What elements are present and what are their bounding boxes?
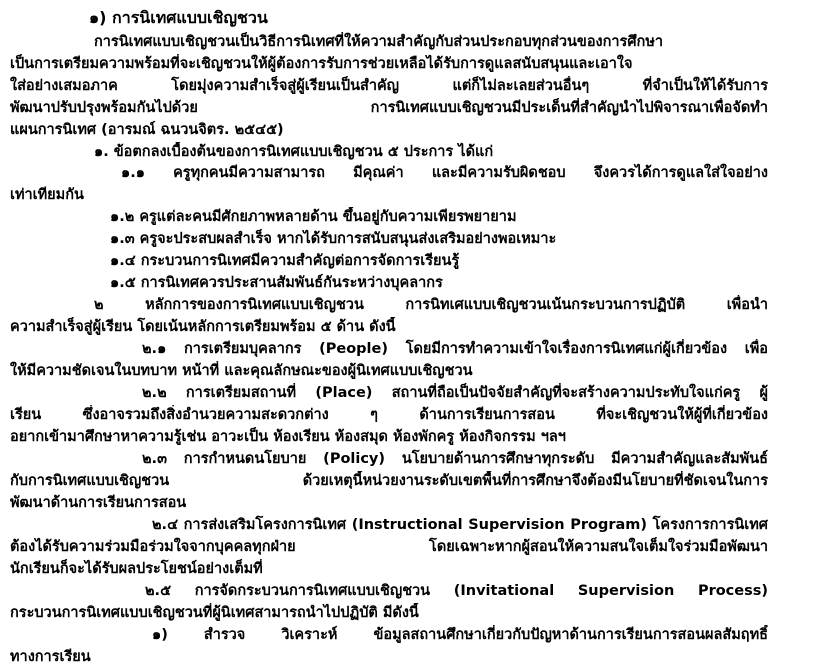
list-item-continuation: กับการนิเทศแบบเชิญชวน ด้วยเหตุนี้หน่วยงานระดับเขตพื้นที่การศึกษาจึงต้องมีนโยบายที่ชัดเจนในการ [10,473,768,489]
list-item: ๒.๓ การกำหนดนโยบาย (Policy) นโยบายด้านการศึกษาทุกระดับ มีความสำคัญและสัมพันธ์ [142,451,768,467]
list-item: ๒.๔ การส่งเสริมโครงการนิเทศ (Instructional Supervision Program) โครงการการนิเทศ [152,517,768,533]
list-item-continuation: ต้องได้รับความร่วมมือร่วมใจจากบุคคลทุกฝ่าย โดยเฉพาะหากผู้สอนให้ความสนใจเต็มใจร่วมมือพัฒนา [10,539,768,555]
list-item-continuation: ให้มีความชัดเจนในบทบาท หน้าที่ และคุณลักษณะของผู้นิเทศแบบเชิญชวน [10,363,473,379]
list-item: ๒.๒ การเตรียมสถานที่ (Place) สถานที่ถือเป็นปัจจัยสำคัญที่จะสร้างความประทับใจแก่ครู ผู้ [142,385,768,401]
sub-list-item-continuation: ทางการเรียน [10,649,91,665]
section-heading: ๑) การนิเทศแบบเชิญชวน [89,8,268,27]
list-item-continuation: อยากเข้ามาศึกษาหาความรู้เช่น อาวะเป็น ห้องเรียน ห้องสมุด ห้องพักครู ห้องกิจกรรม ฯลฯ [10,429,566,445]
list-item: ๑.๓ ครูจะประสบผลสำเร็จ หากได้รับการสนับสนุนส่งเสริมอย่างพอเหมาะ [110,231,557,247]
list-item: ๑.๕ การนิเทศควรประสานสัมพันธ์กันระหว่างบุคลากร [110,275,443,291]
list-item: ๑.๑ ครูทุกคนมีความสามารถ มีคุณค่า และมีความรับผิดชอบ จึงควรได้การดูแลใส่ใจอย่าง [121,165,768,181]
paragraph-line: เป็นการเตรียมความพร้อมที่จะเชิญชวนให้ผู้ต้องการรับการช่วยเหลือได้รับการดูแลสนับสนุนและเอาใจ [10,56,633,72]
list-item-continuation: พัฒนาด้านการเรียนการสอน [10,495,187,511]
list-heading: ๑. ข้อตกลงเบื้องต้นของการนิเทศแบบเชิญชวน ๕ ประการ ได้แก่ [94,144,494,160]
sub-list-item: ๑) สำรวจ วิเคราะห์ ข้อมูลสถานศึกษาเกี่ยวกับปัญหาด้านการเรียนการสอนผลสัมฤทธิ์ [152,627,768,643]
list-item: ๑.๒ ครูแต่ละคนมีศักยภาพหลายด้าน ขึ้นอยู่กับความเพียรพยายาม [110,209,517,225]
paragraph-line: แผนการนิเทศ (อารมณ์ ฉนวนจิตร. ๒๕๔๕) [10,122,284,138]
paragraph-line: การนิเทศแบบเชิญชวนเป็นวิธีการนิเทศที่ให้ความสำคัญกับส่วนประกอบทุกส่วนของการศึกษา [94,34,664,50]
list-item-continuation: นักเรียนก็จะได้รับผลประโยชน์อย่างเต็มที่ [10,561,263,577]
paragraph-line: พัฒนาปรับปรุงพร้อมกันไปด้วย การนิเทศแบบเชิญชวนมีประเด็นที่สำคัญนำไปพิจารณาเพื่อจัดทำ [10,100,768,116]
list-heading: ๒ หลักการของการนิเทศแบบเชิญชวน การนิทเศแบบเชิญชวนเน้นกระบวนการปฏิบัติ เพื่อนำ [94,297,768,313]
list-item: ๒.๕ การจัดกระบวนการนิเทศแบบเชิญชวน (Invitational Supervision Process) [145,583,768,599]
list-item: ๑.๔ กระบวนการนิเทศมีความสำคัญต่อการจัดการเรียนรู้ [110,253,460,269]
list-item: ๒.๑ การเตรียมบุคลากร (People) โดยมีการทำความเข้าใจเรื่องการนิเทศแก่ผู้เกี่ยวข้อง เพื่อ [142,341,768,357]
list-item-continuation: เท่าเทียมกัน [10,187,84,203]
list-heading-continuation: ความสำเร็จสู่ผู้เรียน โดยเน้นหลักการเตรียมพร้อม ๕ ด้าน ดังนี้ [10,319,396,335]
list-item-continuation: เรียน ซึ่งอาจรวมถึงสิ่งอำนวยความสะดวกต่าง ๆ ด้านการเรียนการสอน ที่จะเชิญชวนให้ผู้ที่เกี่ยวข้อง [10,407,768,423]
list-item-continuation: กระบวนการนิเทศแบบเชิญชวนที่ผู้นิเทศสามารถนำไปปฏิบัติ มีดังนี้ [10,605,419,621]
paragraph-line: ใส่อย่างเสมอภาค โดยมุ่งความสำเร็จสู่ผู้เรียนเป็นสำคัญ แต่ก็ไม่ละเลยส่วนอื่นๆ ที่จำเป็นให้ได้รับการ [10,78,768,94]
